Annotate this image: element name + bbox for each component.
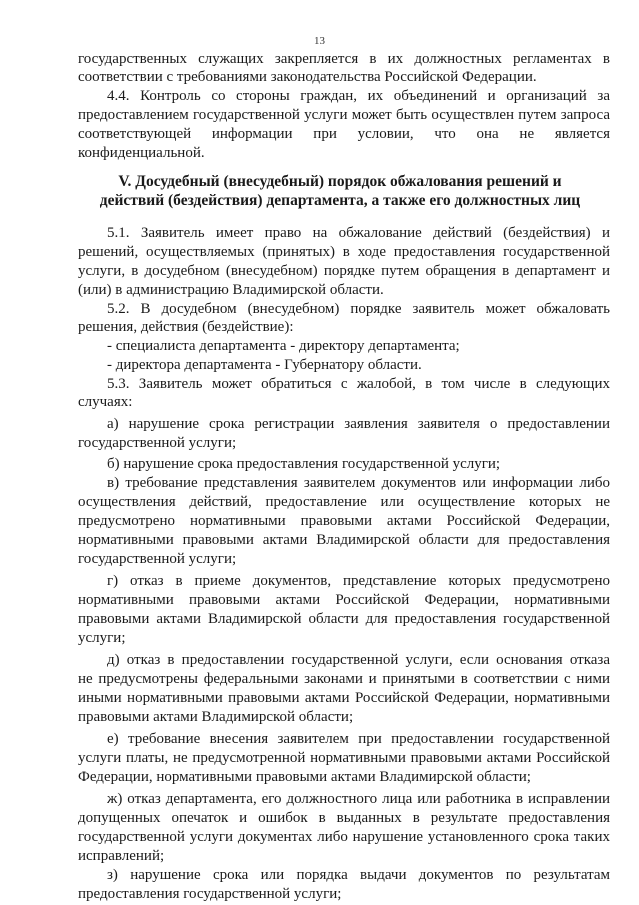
text-line: г) отказ в приеме документов, представление которых предусмотрено (107, 573, 610, 589)
text-line: государственной услуги; (78, 551, 237, 567)
text-line: - специалиста департамента - директору департамента; (107, 338, 460, 354)
text-line: з) нарушение срока или порядка выдачи документов по результатам (107, 867, 610, 883)
text-line: случаях: (78, 394, 133, 410)
text-line: предусмотрено нормативными правовыми актами Российской Федерации, (78, 513, 610, 529)
text-line: правовыми актами Владимирской области; (78, 709, 354, 725)
text-line: а) нарушение срока регистрации заявления заявителя о предоставлении (107, 416, 610, 432)
text-line: решения, действия (бездействие): (78, 319, 294, 335)
text-line: осуществления действий, предоставление или осуществление которых не (78, 494, 610, 510)
text-line: предоставления государственной услуги; (78, 886, 342, 902)
text-line: нормативными правовыми актами Владимирской области для предоставления (78, 532, 610, 548)
section-heading: V. Досудебный (внесудебный) порядок обжалования решений и (118, 173, 562, 190)
text-line: государственных служащих закрепляется в их должностных регламентах в (78, 51, 610, 67)
text-line: услуги; (78, 630, 126, 646)
text-line: предоставлением государственной услуги может быть осуществлен путем запроса (78, 107, 610, 123)
text-line: д) отказ в предоставлении государственной услуги, если основания отказа (107, 652, 610, 668)
text-line: соответствии с требованиями законодательства Российской Федерации. (78, 69, 537, 85)
text-line: нормативными правовыми актами Российской Федерации, нормативными (78, 592, 610, 608)
text-line: соответствующей информации при условии, что она не является (78, 126, 610, 142)
text-line: - директора департамента - Губернатору области. (107, 357, 422, 373)
text-line: не предусмотрены федеральными законами и принятыми в соответствии с ними (78, 671, 610, 687)
text-line: Федерации, нормативными правовыми актами Владимирской области; (78, 769, 531, 785)
text-line: допущенных опечаток и ошибок в выданных в результате предоставления (78, 810, 610, 826)
text-line: б) нарушение срока предоставления государственной услуги; (107, 456, 501, 472)
text-line: (или) в администрацию Владимирской области. (78, 282, 384, 298)
text-line: государственной услуги документах либо нарушение установленного срока таких (78, 829, 610, 845)
text-line: услуги, в досудебном (внесудебном) порядке путем обращения в департамент и (78, 263, 610, 279)
text-line: конфиденциальной. (78, 145, 205, 161)
text-line: правовыми актами Владимирской области для предоставления государственной (78, 611, 610, 627)
text-line: 5.2. В досудебном (внесудебном) порядке заявитель может обжаловать (107, 301, 610, 317)
text-line: 4.4. Контроль со стороны граждан, их объединений и организаций за (107, 88, 610, 104)
text-line: исправлений; (78, 848, 165, 864)
text-line: в) требование представления заявителем документов или информации либо (107, 475, 610, 491)
text-line: услуги платы, не предусмотренной нормативными правовыми актами Российской (78, 750, 610, 766)
text-line: решений, осуществляемых (принятых) в ходе предоставления государственной (78, 244, 610, 260)
text-line: е) требование внесения заявителем при предоставлении государственной (107, 731, 610, 747)
section-heading: действий (бездействия) департамента, а также его должностных лиц (99, 192, 581, 209)
page-number: 13 (314, 35, 325, 47)
text-line: ж) отказ департамента, его должностного лица или работника в исправлении (107, 791, 610, 807)
text-line: 5.1. Заявитель имеет право на обжалование действий (бездействия) и (107, 225, 610, 241)
text-line: государственной услуги; (78, 435, 237, 451)
text-line: иными нормативными правовыми актами Российской Федерации, нормативными (78, 690, 610, 706)
text-line: 5.3. Заявитель может обратиться с жалобой, в том числе в следующих (107, 376, 610, 392)
